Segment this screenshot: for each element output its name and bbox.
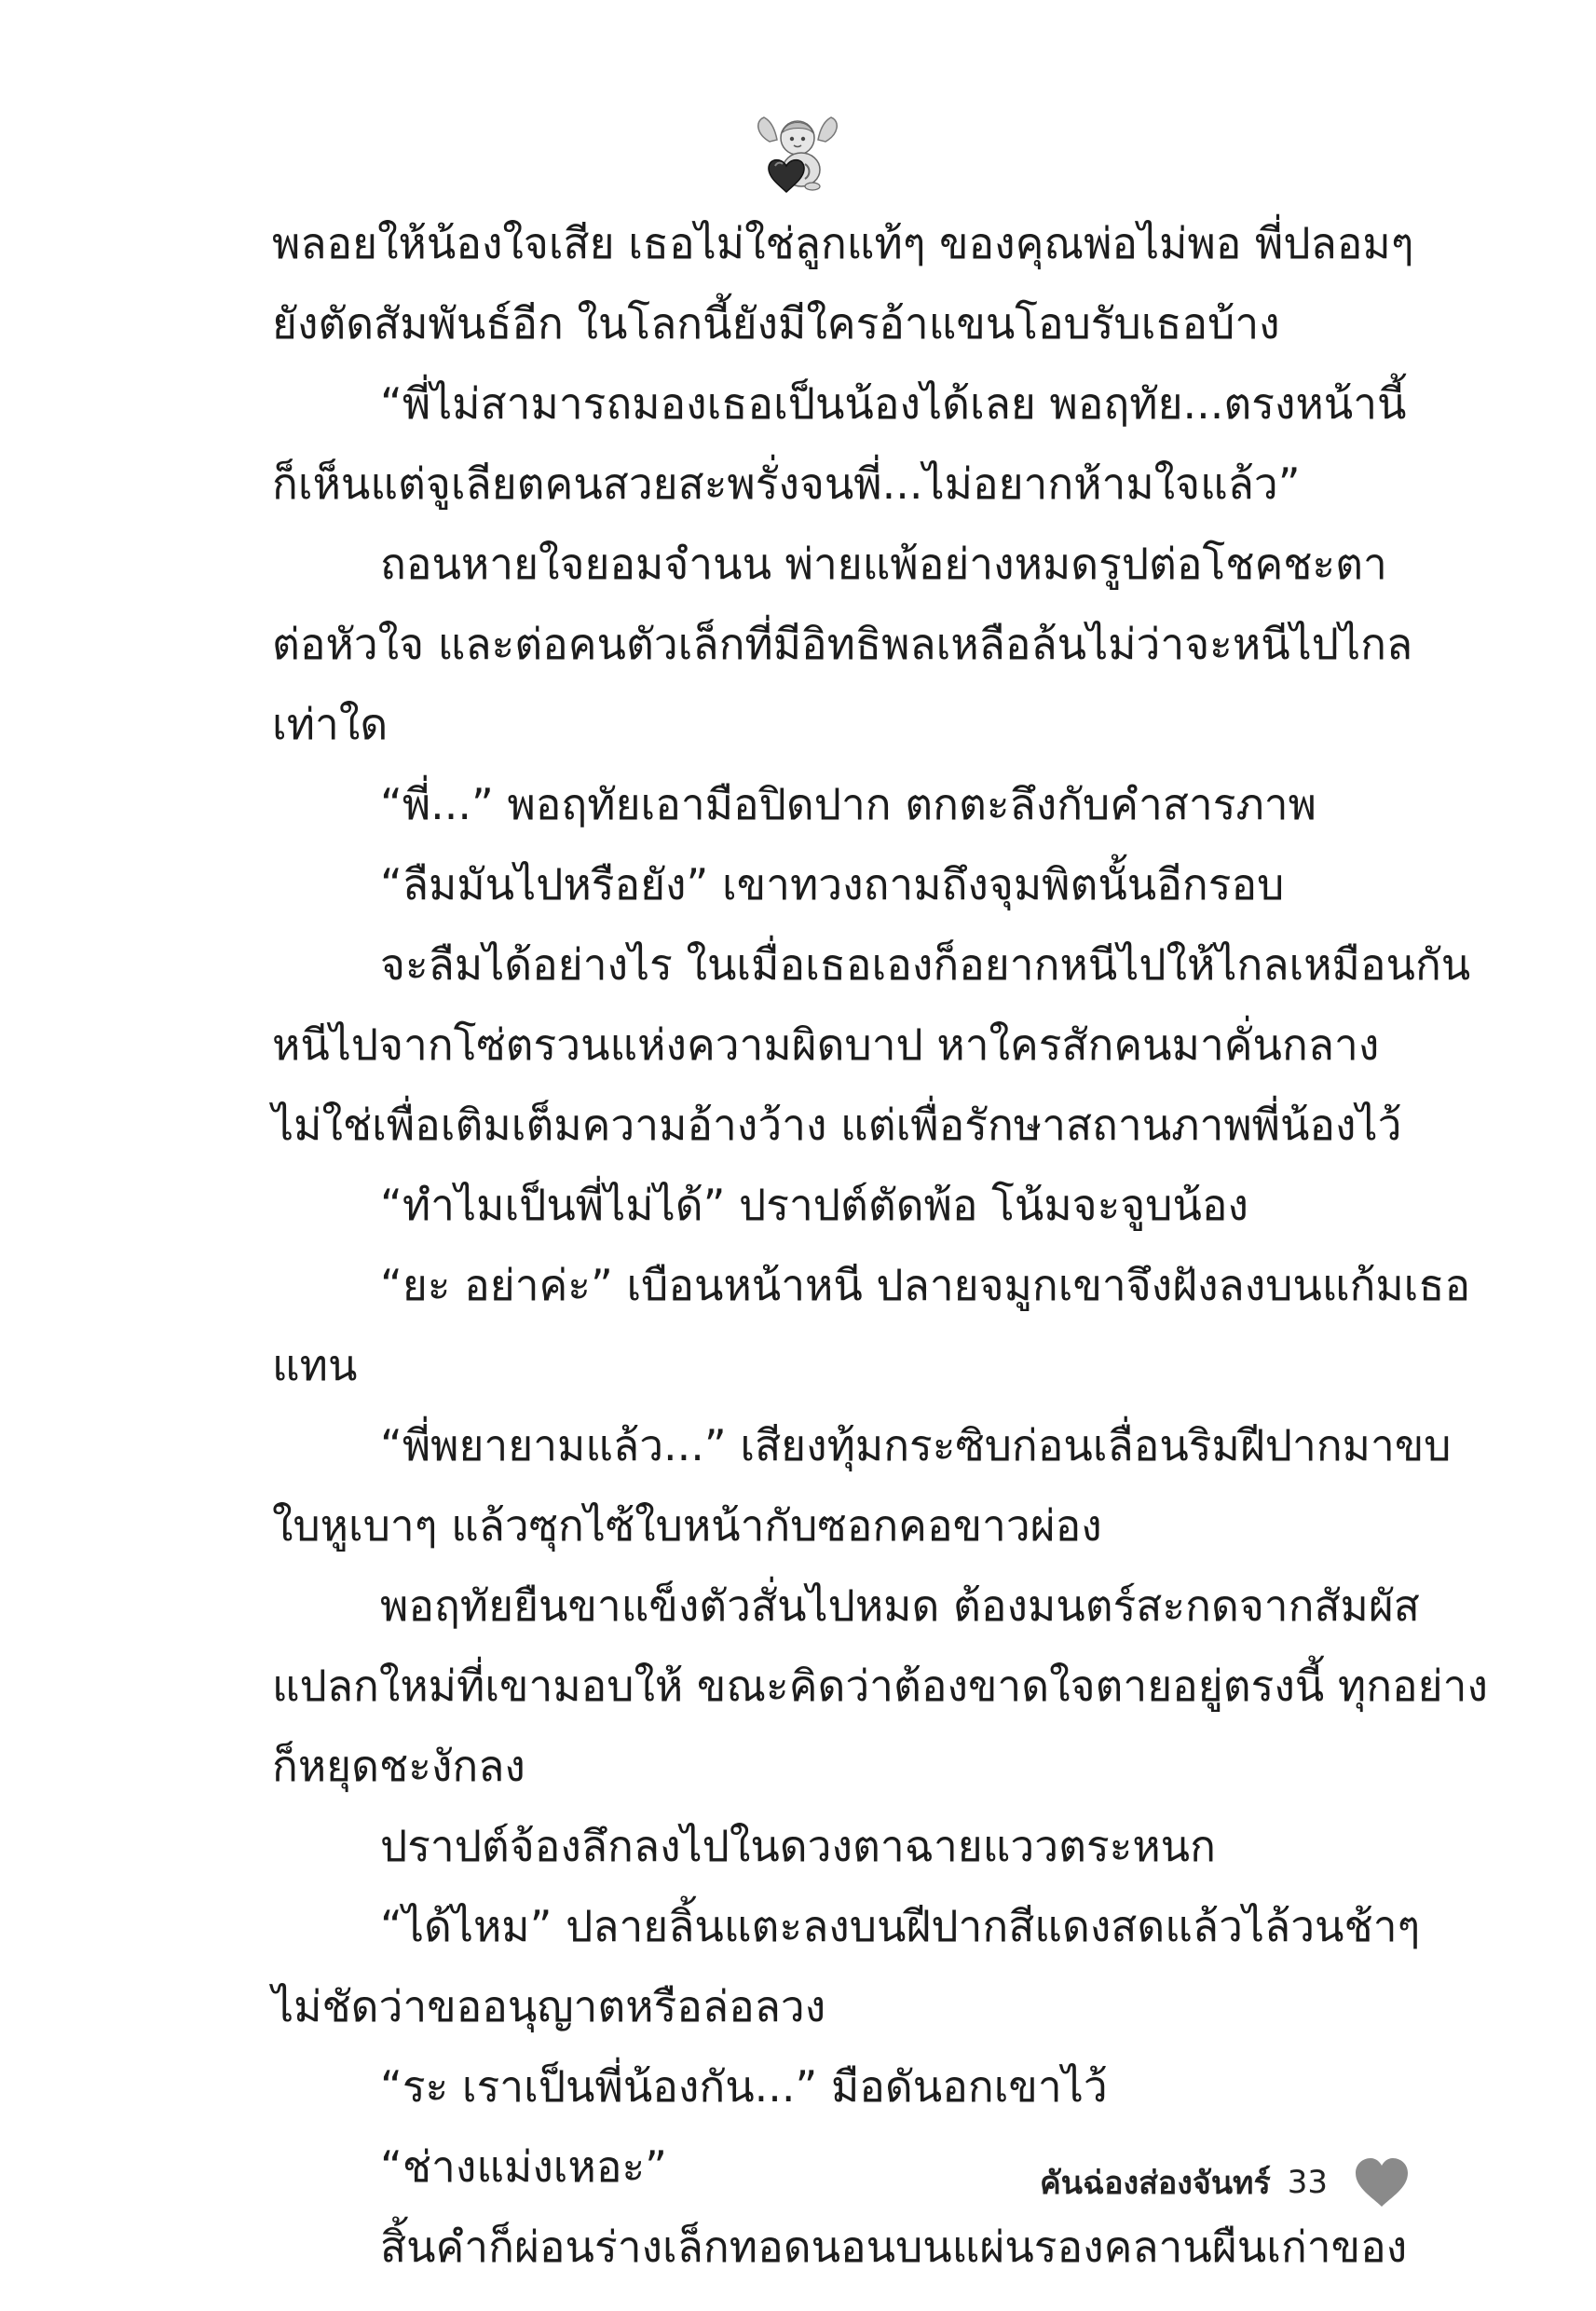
text-line: ไม่ใช่เพื่อเติมเต็มความอ้างว้าง แต่เพื่อรักษาสถานภาพพี่น้องไว้ — [272, 1100, 1402, 1150]
heart-icon — [1354, 2156, 1410, 2208]
text-line: ก็เห็นแต่จูเลียตคนสวยสะพรั่งจนพี่...ไม่อยากห้ามใจแล้ว” — [272, 458, 1301, 509]
page-footer — [1040, 2156, 1410, 2208]
text-line: เท่าใด — [272, 699, 389, 749]
text-line: พลอยให้น้องใจเสีย เธอไม่ใช่ลูกแท้ๆ ของคุณพ่อไม่พอ พี่ปลอมๆ — [272, 218, 1414, 268]
story-text — [272, 203, 1488, 2287]
page-number: 33 — [1287, 2164, 1328, 2201]
text-line: “พี่พยายามแล้ว...” เสียงทุ้มกระซิบก่อนเลื่อนริมฝีปากมาขบ — [380, 1420, 1452, 1470]
text-line: ไม่ชัดว่าขออนุญาตหรือล่อลวง — [272, 1981, 826, 2031]
text-line: “ระ เราเป็นพี่น้องกัน...” มือดันอกเขาไว้ — [380, 2061, 1108, 2112]
text-line: ก็หยุดชะงักลง — [272, 1741, 525, 1791]
text-line: “ทำไมเป็นพี่ไม่ได้” ปราปต์ตัดพ้อ โน้มจะจูบน้อง — [380, 1180, 1248, 1230]
text-line: “พี่...” พอฤทัยเอามือปิดปาก ตกตะลึงกับคำสารภาพ — [380, 779, 1316, 829]
cherub-with-heart-icon — [753, 110, 842, 199]
text-line: ยังตัดสัมพันธ์อีก ในโลกนี้ยังมีใครอ้าแขนโอบรับเธอบ้าง — [272, 298, 1280, 349]
text-line: แทน — [272, 1340, 358, 1390]
text-line: “ได้ไหม” ปลายลิ้นแตะลงบนฝีปากสีแดงสดแล้วไล้วนช้าๆ — [380, 1901, 1421, 1951]
text-line: แปลกใหม่ที่เขามอบให้ ขณะคิดว่าต้องขาดใจตายอยู่ตรงนี้ ทุกอย่าง — [272, 1661, 1488, 1711]
text-line: หนีไปจากโซ่ตรวนแห่งความผิดบาป หาใครสักคนมาคั่นกลาง — [272, 1019, 1380, 1070]
text-line: จะลืมได้อย่างไร ในเมื่อเธอเองก็อยากหนีไปให้ไกลเหมือนกัน — [380, 939, 1471, 990]
text-line: ใบหูเบาๆ แล้วซุกไซ้ใบหน้ากับซอกคอขาวผ่อง — [272, 1500, 1102, 1551]
text-line: ถอนหายใจยอมจำนน พ่ายแพ้อย่างหมดรูปต่อโชคชะตา — [380, 539, 1387, 589]
text-line: พอฤทัยยืนขาแข็งตัวสั่นไปหมด ต้องมนตร์สะกดจากสัมผัส — [380, 1580, 1420, 1631]
text-line: “ยะ อย่าค่ะ” เบือนหน้าหนี ปลายจมูกเขาจึงฝังลงบนแก้มเธอ — [380, 1260, 1471, 1310]
text-line: “พี่ไม่สามารถมองเธอเป็นน้องได้เลย พอฤทัย...ตรงหน้านี้ — [380, 378, 1407, 429]
text-line: สิ้นคำก็ผ่อนร่างเล็กทอดนอนบนแผ่นรองคลานผืนเก่าของ — [380, 2222, 1408, 2272]
text-line: ปราปต์จ้องลึกลงไปในดวงตาฉายแววตระหนก — [380, 1821, 1216, 1871]
text-line: “ลืมมันไปหรือยัง” เขาทวงถามถึงจุมพิตนั้นอีกรอบ — [380, 859, 1285, 909]
text-line: ต่อหัวใจ และต่อคนตัวเล็กที่มีอิทธิพลเหลือล้นไม่ว่าจะหนีไปไกล — [272, 619, 1413, 669]
text-line: “ช่างแม่งเหอะ” — [380, 2141, 667, 2192]
book-title: คันฉ่องส่องจันทร์ — [1039, 2165, 1271, 2202]
